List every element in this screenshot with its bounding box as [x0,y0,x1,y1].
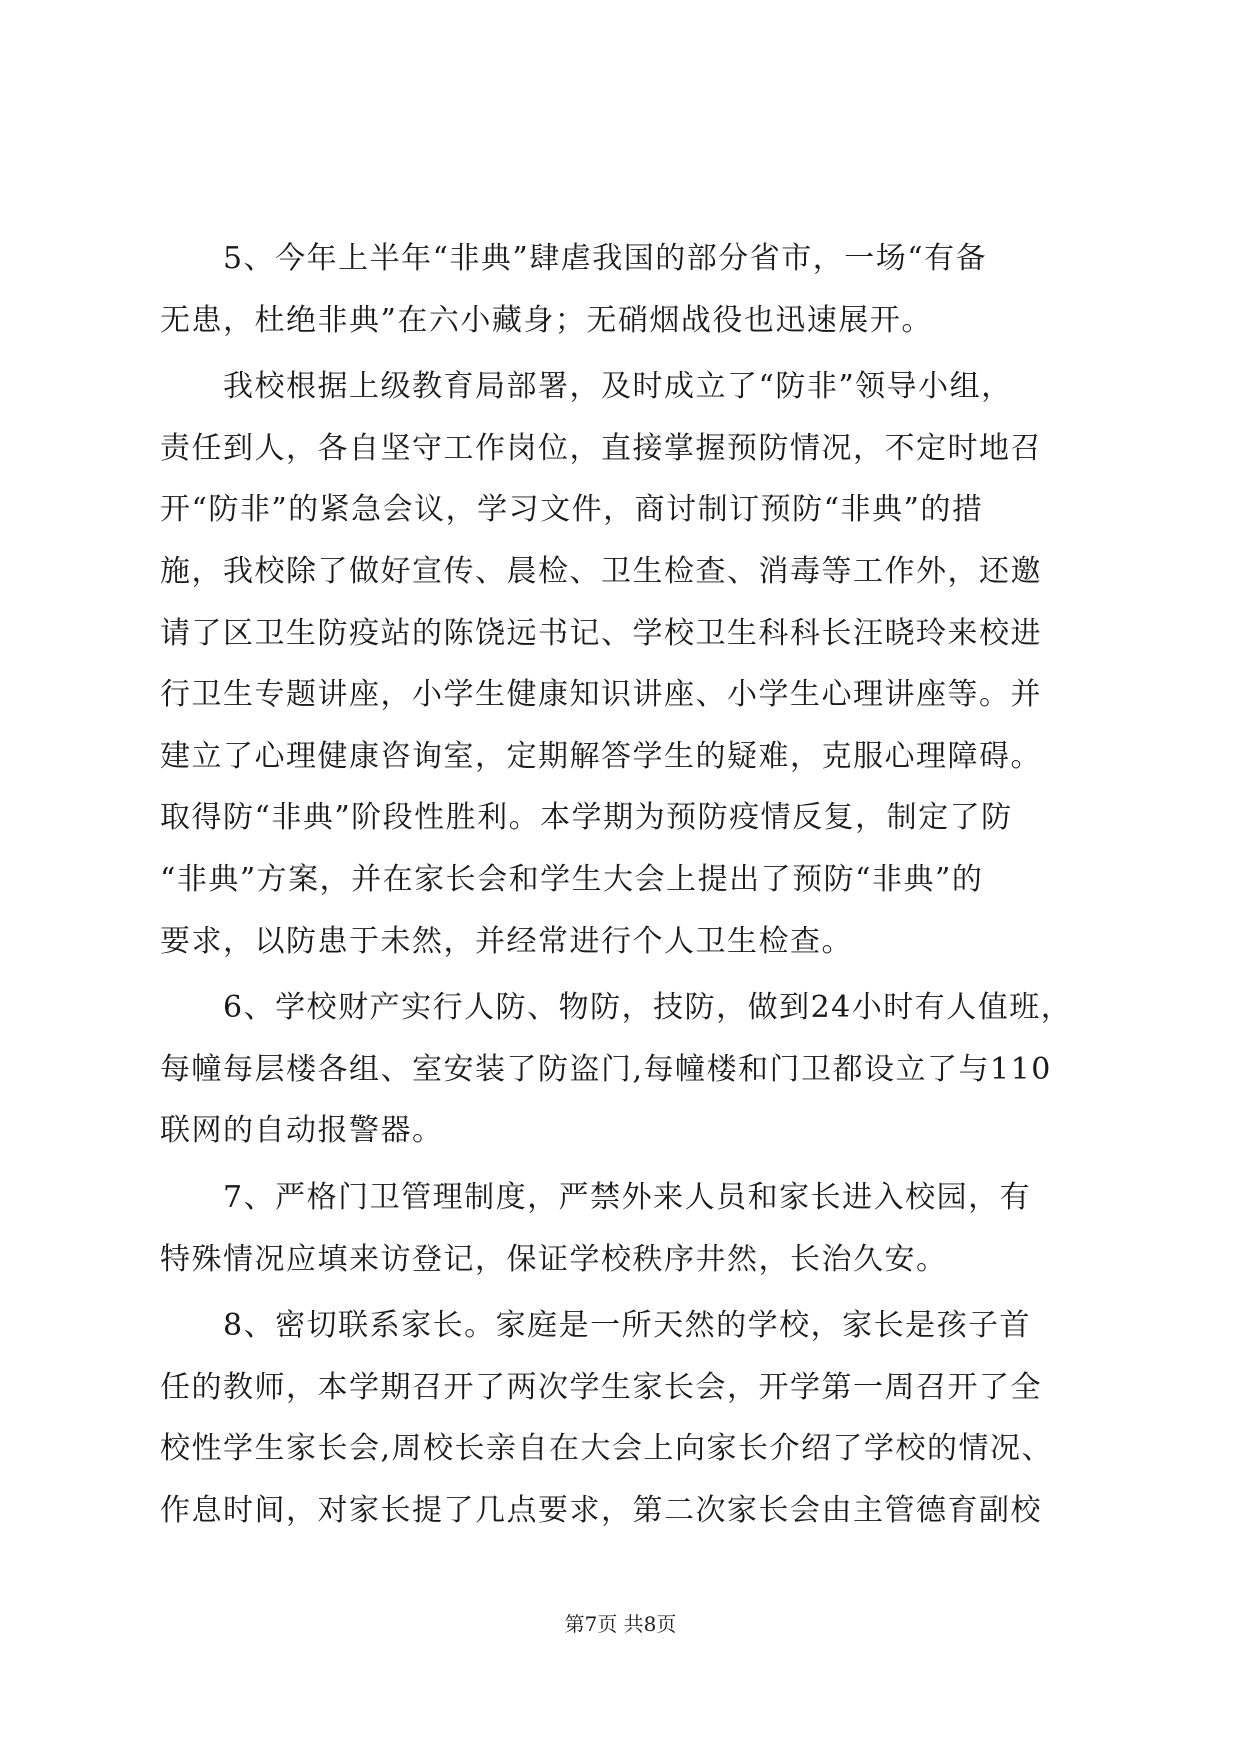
text-line: 行卫生专题讲座，小学生健康知识讲座、小学生心理讲座等。并 [160,677,1042,713]
text-line: 请了区卫生防疫站的陈饶远书记、学校卫生科科长汪晓玲来校进 [160,615,1042,651]
text-line: 任的教师，本学期召开了两次学生家长会，开学第一周召开了全 [160,1369,1042,1405]
text-line: 无患，杜绝非典”在六小藏身；无硝烟战役也迅速展开。 [160,302,933,338]
text-line: 开“防非”的紧急会议，学习文件，商讨制订预防“非典”的措 [160,492,984,528]
text-line: 6、学校财产实行人防、物防，技防，做到24小时有人值班， [160,990,1073,1026]
text-line: 取得防“非典”阶段性胜利。本学期为预防疫情反复，制定了防 [160,800,1013,836]
text-line: 建立了心理健康咨询室，定期解答学生的疑难，克服心理障碍。 [160,738,1042,774]
text-line: 7、严格门卫管理制度，严禁外来人员和家长进入校园，有 [160,1179,1032,1215]
text-line: 我校根据上级教育局部署，及时成立了“防非”领导小组， [160,369,1013,405]
document-body [160,228,1080,1541]
text-line: 校性学生家长会,周校长亲自在大会上向家长介绍了学校的情况、 [160,1431,1054,1467]
page-number-footer: 第7页 共8页 [564,1612,677,1636]
text-line: 施，我校除了做好宣传、晨检、卫生检查、消毒等工作外，还邀 [160,553,1042,589]
text-line: 作息时间，对家长提了几点要求，第二次家长会由主管德育副校 [160,1492,1042,1528]
text-line: 每幢每层楼各组、室安装了防盗门,每幢楼和门卫都设立了与110 [160,1051,1052,1087]
text-line: 联网的自动报警器。 [160,1113,444,1149]
text-line: 特殊情况应填来访登记，保证学校秩序井然，长治久安。 [160,1241,948,1277]
text-line: “非典”方案，并在家长会和学生大会上提出了预防“非典”的 [160,861,984,897]
text-line: 5、今年上半年“非典”肆虐我国的部分省市，一场“有备 [160,241,988,276]
text-line: 责任到人，各自坚守工作岗位，直接掌握预防情况，不定时地召 [160,430,1042,466]
text-line: 要求，以防患于未然，并经常进行个人卫生检查。 [160,923,853,959]
text-line: 8、密切联系家长。家庭是一所天然的学校，家长是孩子首 [160,1308,1032,1344]
